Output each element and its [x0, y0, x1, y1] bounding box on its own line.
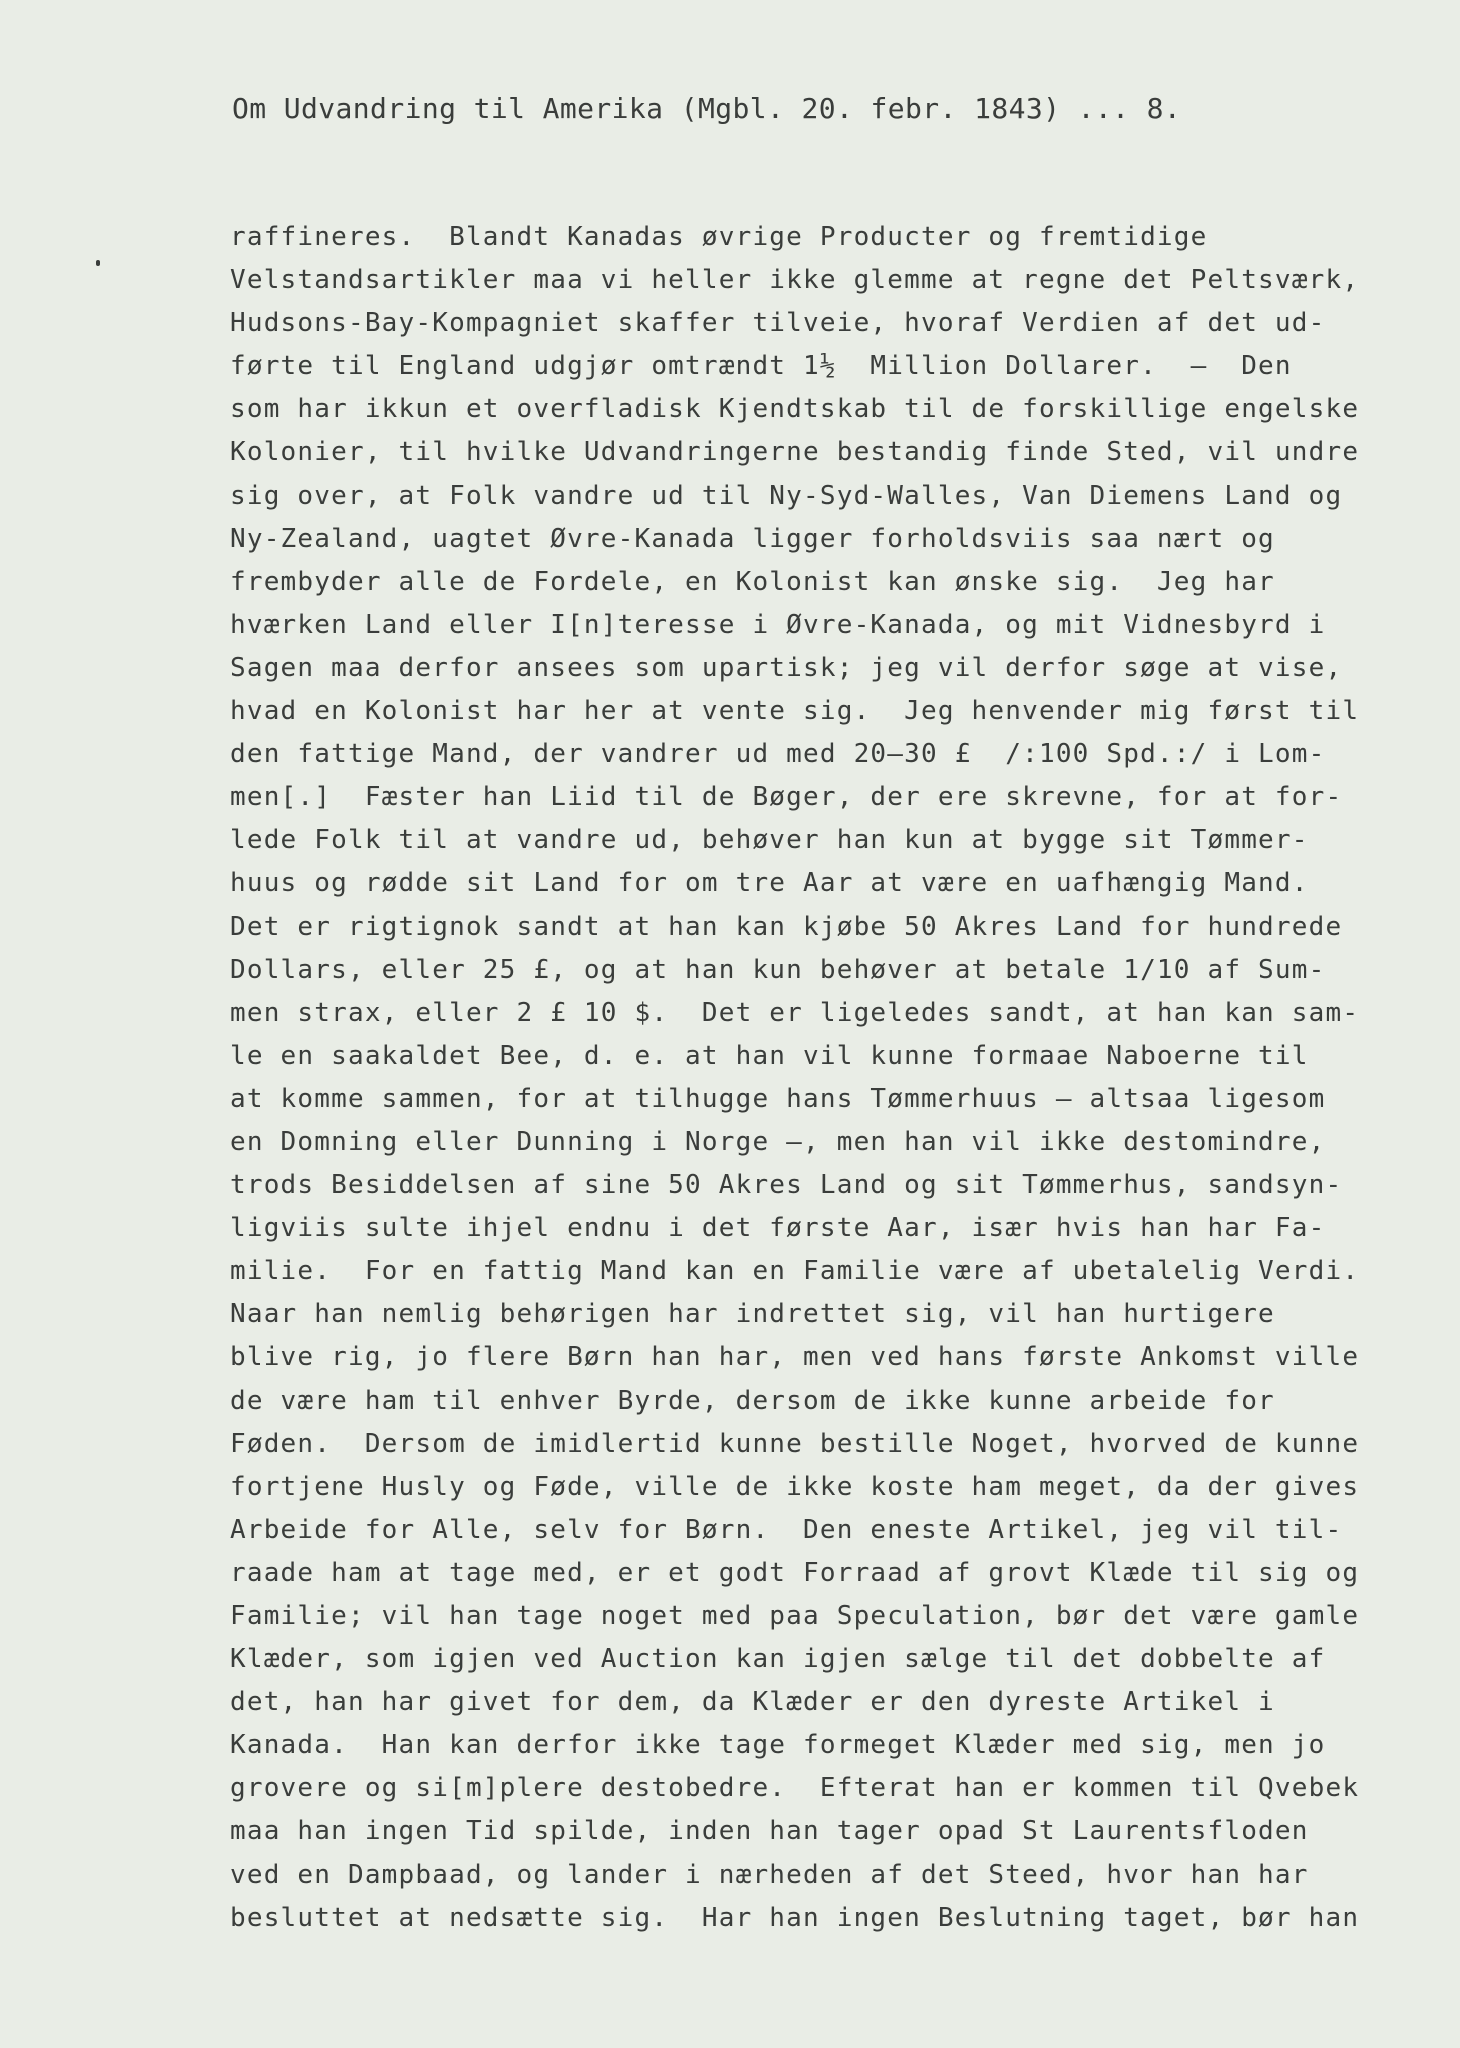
- text-line: Ny-Zealand, uagtet Øvre-Kanada ligger forholdsviis saa nært og: [230, 523, 1275, 554]
- text-line: Klæder, som igjen ved Auction kan igjen sælge til det dobbelte af: [230, 1644, 1326, 1675]
- text-line: ved en Dampbaad, og lander i nærheden af det Steed, hvor han har: [230, 1859, 1309, 1890]
- text-line: men[.] Fæster han Liid til de Bøger, der ere skrevne, for at for-: [230, 782, 1343, 813]
- text-line: grovere og si[m]plere destobedre. Efterat han er kommen til Qvebek: [230, 1773, 1360, 1804]
- text-line: Det er rigtignok sandt at han kan kjøbe 50 Akres Land for hundrede: [230, 911, 1343, 942]
- text-line: Arbeide for Alle, selv for Børn. Den eneste Artikel, jeg vil til-: [230, 1514, 1343, 1545]
- body-text: [230, 216, 1359, 1940]
- text-line: trods Besiddelsen af sine 50 Akres Land og sit Tømmerhus, sandsyn-: [230, 1170, 1343, 1201]
- text-line: Sagen maa derfor ansees som upartisk; jeg vil derfor søge at vise,: [230, 652, 1343, 683]
- text-line: men strax, eller 2 £ 10 $. Det er ligeledes sandt, at han kan sam-: [230, 997, 1360, 1028]
- text-line: maa han ingen Tid spilde, inden han tager opad St Laurentsfloden: [230, 1816, 1309, 1847]
- text-line: huus og rødde sit Land for om tre Aar at være en uafhængig Mand.: [230, 868, 1309, 899]
- text-line: Kanada. Han kan derfor ikke tage formeget Klæder med sig, men jo: [230, 1730, 1326, 1761]
- text-line: som har ikkun et overfladisk Kjendtskab til de forskillige engelske: [230, 394, 1360, 425]
- text-line: Dollars, eller 25 £, og at han kun behøver at betale 1/10 af Sum-: [230, 954, 1326, 985]
- text-line: Velstandsartikler maa vi heller ikke glemme at regne det Peltsværk,: [230, 265, 1360, 296]
- text-line: ligviis sulte ihjel endnu i det første Aar, især hvis han har Fa-: [230, 1213, 1326, 1244]
- document-header: Om Udvandring til Amerika (Mgbl. 20. febr. 1843) ... 8.: [232, 92, 1182, 125]
- text-line: hvad en Kolonist har her at vente sig. Jeg henvender mig først til: [230, 696, 1360, 727]
- text-line: fortjene Husly og Føde, ville de ikke koste ham meget, da der gives: [230, 1471, 1360, 1502]
- text-line: Hudsons-Bay-Kompagniet skaffer tilveie, hvoraf Verdien af det ud-: [230, 308, 1326, 339]
- text-line: raffineres. Blandt Kanadas øvrige Producter og fremtidige: [230, 222, 1208, 252]
- text-line: blive rig, jo flere Børn han har, men ved hans første Ankomst ville: [230, 1342, 1360, 1373]
- text-line: sig over, at Folk vandre ud til Ny-Syd-Walles, Van Diemens Land og: [230, 480, 1343, 511]
- text-line: at komme sammen, for at tilhugge hans Tømmerhuus — altsaa ligesom: [230, 1083, 1326, 1114]
- text-line: le en saakaldet Bee, d. e. at han vil kunne formaae Naboerne til: [230, 1040, 1309, 1071]
- text-line: Naar han nemlig behørigen har indrettet sig, vil han hurtigere: [230, 1299, 1275, 1330]
- text-line: det, han har givet for dem, da Klæder er den dyreste Artikel i: [230, 1687, 1275, 1718]
- text-line: Kolonier, til hvilke Udvandringerne bestandig finde Sted, vil undre: [230, 437, 1360, 468]
- text-line: milie. For en fattig Mand kan en Familie være af ubetalelig Verdi.: [230, 1256, 1360, 1287]
- text-line: raade ham at tage med, er et godt Forraad af grovt Klæde til sig og: [230, 1557, 1360, 1588]
- stray-ink-mark: [96, 260, 100, 266]
- text-line: frembyder alle de Fordele, en Kolonist kan ønske sig. Jeg har: [230, 566, 1275, 597]
- text-line: de være ham til enhver Byrde, dersom de ikke kunne arbeide for: [230, 1385, 1275, 1416]
- text-line: hværken Land eller I[n]teresse i Øvre-Kanada, og mit Vidnesbyrd i: [230, 609, 1326, 640]
- text-line: den fattige Mand, der vandrer ud med 20—30 £ /:100 Spd.:/ i Lom-: [230, 739, 1326, 770]
- text-line: Familie; vil han tage noget med paa Speculation, bør det være gamle: [230, 1601, 1360, 1631]
- text-line: besluttet at nedsætte sig. Har han ingen Beslutning taget, bør han: [230, 1902, 1360, 1933]
- text-line: førte til England udgjør omtrændt 1½ Million Dollarer. — Den: [230, 351, 1292, 382]
- text-line: lede Folk til at vandre ud, behøver han kun at bygge sit Tømmer-: [230, 825, 1309, 856]
- text-line: Føden. Dersom de imidlertid kunne bestille Noget, hvorved de kunne: [230, 1428, 1360, 1459]
- text-line: en Domning eller Dunning i Norge —, men han vil ikke destomindre,: [230, 1126, 1326, 1157]
